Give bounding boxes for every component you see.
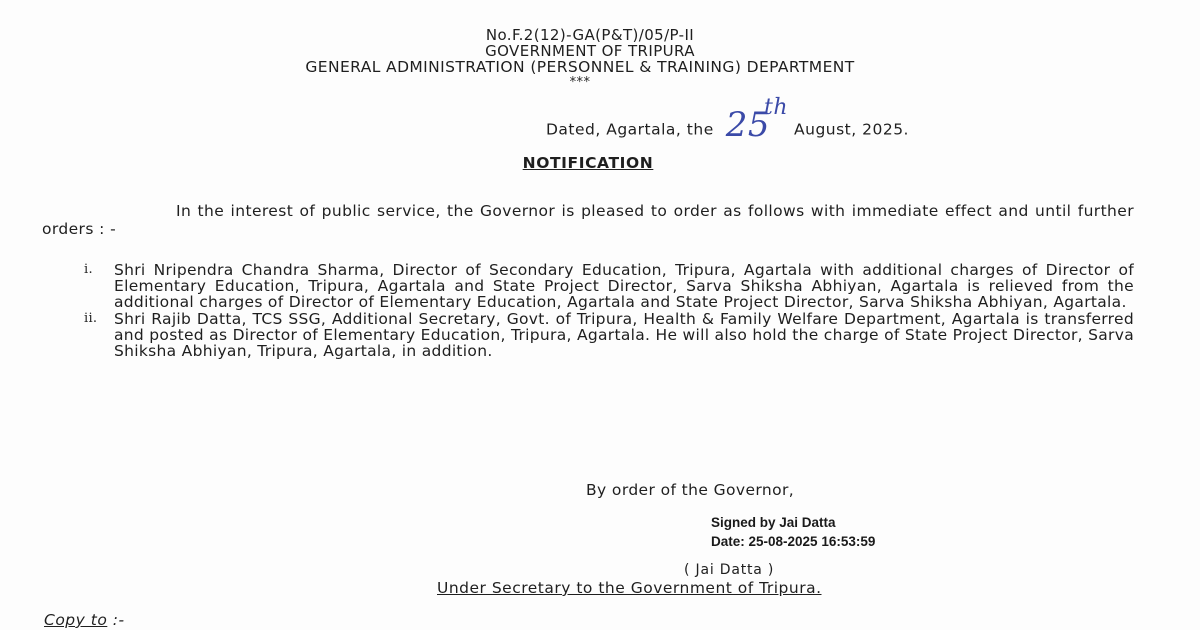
order-text: Shri Nripendra Chandra Sharma, Director of Secondary Education, Tripura, Agartala with additional charges of Director of Elementary Education, Tripura, Agartala and State Project Director, Sarva Shiksha Abhiyan, Agartala is relieved from the additional charges of Director of Elementary Education, Agartala and State Project Director, Sarva Shiksha Abhiyan, Agartala. (114, 261, 1134, 312)
signatory-designation: Under Secretary to the Government of Tripura. (437, 579, 822, 597)
order-item (84, 262, 1134, 311)
handwritten-day-number: 25 (725, 105, 770, 146)
digital-signature-date: Date: 25-08-2025 16:53:59 (711, 534, 876, 549)
reference-number: No.F.2(12)-GA(P&T)/05/P-II (485, 26, 695, 44)
copy-to-tail: :- (107, 611, 125, 629)
orders-list (84, 262, 1134, 359)
notification-title: NOTIFICATION (522, 154, 654, 172)
order-number: ii. (84, 310, 98, 326)
dated-suffix: August, 2025. (794, 120, 909, 139)
by-order-line: By order of the Governor, (586, 481, 795, 499)
dated-prefix: Dated, Agartala, the (546, 120, 714, 139)
digital-signature-name: Signed by Jai Datta (711, 515, 836, 530)
order-item (84, 311, 1134, 360)
copy-to-label (44, 611, 125, 629)
dated-line (546, 95, 909, 146)
handwritten-day (725, 95, 789, 146)
copy-to-text: Copy to (44, 611, 108, 629)
department-name: GENERAL ADMINISTRATION (PERSONNEL & TRAINING) DEPARTMENT (305, 58, 855, 76)
intro-paragraph: In the interest of public service, the Governor is pleased to order as follows with immediate effect and until further orders : - (42, 202, 1134, 238)
government-name: GOVERNMENT OF TRIPURA (485, 42, 695, 60)
header-separator: *** (569, 75, 591, 90)
signatory-name: ( Jai Datta ) (684, 562, 775, 578)
order-text: Shri Rajib Datta, TCS SSG, Additional Secretary, Govt. of Tripura, Health & Family Welfare Department, Agartala is transferred and posted as Director of Elementary Education, Tripura, Agartala. He will also hold the charge of State Project Director, Sarva Shiksha Abhiyan, Tripura, Agartala, in addition. (114, 309, 1134, 361)
order-number: i. (84, 262, 93, 277)
handwritten-day-suffix: th (764, 95, 789, 120)
